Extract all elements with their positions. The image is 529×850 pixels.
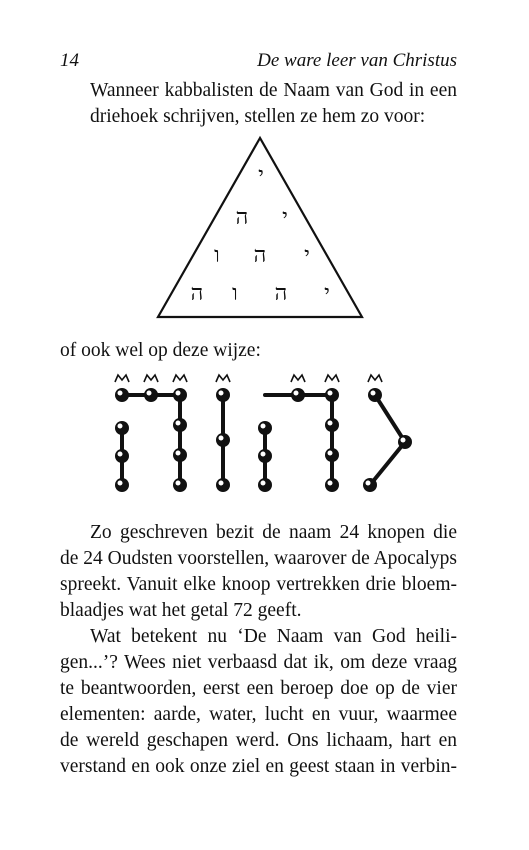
caption-line [60,338,457,364]
knot [115,421,129,435]
knot [173,448,187,462]
text-line: gen...’? Wees niet verbaasd dat ik, om deze vraag [60,652,457,673]
knot [258,478,272,492]
text-line: verstand en ook onze ziel en geest staan in verbin- [60,756,457,777]
triangle-letters [191,163,330,306]
knot [291,388,305,402]
paragraph-knots [60,520,457,624]
figure-stems [122,395,405,485]
hebrew-letter-vav: ו [232,281,238,306]
hebrew-letter-yod: י [282,205,288,230]
knot [258,421,272,435]
hebrew-letter-he: ה [253,243,267,268]
knot [115,449,129,463]
knot [368,388,382,402]
knot [173,478,187,492]
hebrew-letter-yod: י [324,281,330,306]
intro-line: Wanneer kabbalisten de Naam van God in een [90,80,457,101]
text-line: Wat betekent nu ‘De Naam van God heili- [90,626,457,647]
knot [115,388,129,402]
knot [325,388,339,402]
intro-line: driehoek schrijven, stellen ze hem zo voor: [90,106,426,127]
tetragrammaton-triangle [155,135,365,320]
knot [144,388,158,402]
paragraph-elements [60,624,457,780]
hebrew-letter-he: ה [274,281,288,306]
figure-knot-highlights [118,391,406,486]
knot [173,388,187,402]
text-line: blaadjes wat het getal 72 geeft. [60,600,302,621]
knot [216,478,230,492]
text-line: elementen: aarde, water, lucht en vuur, waarmee [60,704,457,725]
caption-text: of ook wel op deze wijze: [60,340,261,361]
knot [216,433,230,447]
figure-crowns [115,375,382,382]
page-number: 14 [60,50,79,71]
text-line: te beantwoorden, eerst een beroep doe op de vier [60,678,457,699]
hebrew-letter-he: ה [190,281,204,306]
knot [325,478,339,492]
knot [363,478,377,492]
text-line: Zo geschreven bezit de naam 24 knopen die [90,522,457,543]
hebrew-letter-yod: י [258,163,264,188]
knot [216,388,230,402]
text-line: de 24 Oudsten voorstellen, waarover de Apocalyps [60,548,457,569]
text-line: spreekt. Vanuit elke knoop vertrekken drie bloem- [60,574,457,595]
knot [173,418,187,432]
hebrew-letter-yod: י [304,243,310,268]
hebrew-letter-he: ה [235,205,249,230]
hebrew-letter-vav: ו [214,243,220,268]
knot [325,448,339,462]
knot [325,418,339,432]
text-line: de wereld geschapen werd. Ons lichaam, hart en [60,730,457,751]
running-title: De ware leer van Christus [257,50,457,71]
intro-paragraph [60,78,457,130]
knot [398,435,412,449]
knot [115,478,129,492]
divine-name-flower-figure [100,370,430,510]
knot [258,449,272,463]
